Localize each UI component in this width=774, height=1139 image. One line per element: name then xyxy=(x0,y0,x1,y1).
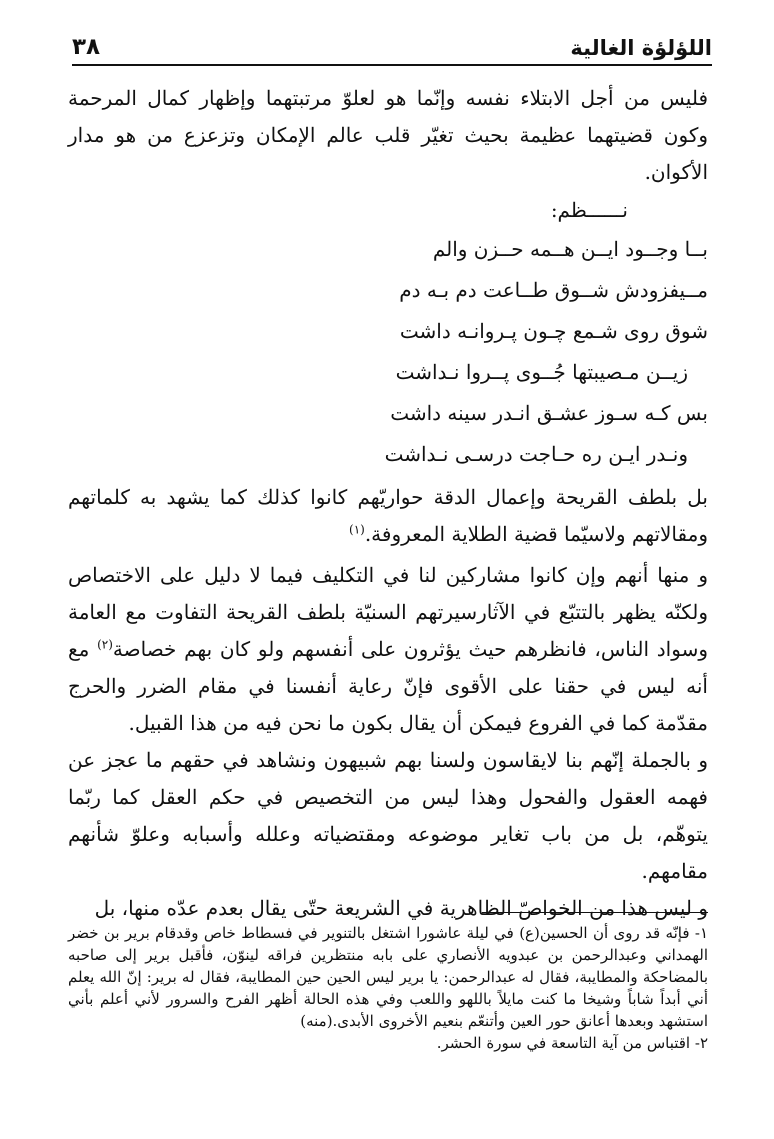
verse-line-1: بــا وجــود ايــن هــمه حــزن والم xyxy=(432,237,708,261)
verse-line-2: مــیفزودش شــوق طــاعت دم بـه دم xyxy=(399,278,708,302)
page-number: ٣٨ xyxy=(72,34,101,60)
footnote-ref-2: (٢) xyxy=(97,637,113,652)
paragraph-3-text-b: مع أنه ليس في حقنا على الأقوى فإنّ رعاية أنفسنا في مقام الضرر والحرج مقدّمة كما في الفروع فيمكن أن يقال بكون ما نحن فيه من هذا القبيل. xyxy=(68,637,708,735)
paragraph-2 xyxy=(68,479,708,553)
main-text xyxy=(68,80,708,927)
footnote-separator xyxy=(482,912,708,913)
paragraph-2-text: بل بلطف القريحة وإعمال الدقة حواريّهم كانوا كذلك كما يشهد به كلماتهم ومقالاتهم ولاسيّما قضية الطلاية المعروفة. xyxy=(68,485,708,546)
footnote-1: ١- فإنّه قد روى أن الحسين(ع) في ليلة عاشورا اشتغل بالتنوير في فسطاط خاص وقدقام برير بن خضر الهمداني وعبدالرحمن بن عبدويه الأنصاري على بابه منتظرين فراقه لينوّن، فأقبل برير إلى صاحبه بالمضاحكة والمطايبة، فقال له عبدالرحمن: يا برير ليس الحين حين المطايبة، فقال له برير: إنّ الله يعلم أني أبداً شاباً وشيخا ما كنت مايلاً باللهو واللعب وفي هذه الحالة أظهر الفرح والسرور لأني أعلم بأني استشهد وبعدها أعانق حور العين وأتنعّم بنعيم الأخروى الأبدى.(منه) xyxy=(68,924,708,1030)
verse-line-3: شوق روی شـمع چـون پـروانـه داشت xyxy=(399,319,708,343)
verse-heading: نــــــظم: xyxy=(550,198,628,222)
paragraph-5: و ليس هذا من الخواصّ الظاهرية في الشريعة حتّى يقال بعدم عدّه منها، بل xyxy=(94,896,708,920)
running-header xyxy=(72,30,712,66)
paragraph-3-text-a: و منها أنهم وإن كانوا مشاركين لنا في التكليف فيما لا دليل على الاختصاص ولكنّه يظهر بالتتبّع في الآثارسيرتهم السنيّة بلطف القريحة التفاوت مع العامة وسواد الناس، فانظرهم حيث يؤثرون على أنفسهم ولو كان بهم خصاصة xyxy=(68,563,708,661)
paragraph-3 xyxy=(68,557,708,742)
paragraph-1: فليس من أجل الابتلاء نفسه وإنّما هو لعلوّ مرتبتهما وإظهار كمال المرحمة وكون قضيتهما عظيمة بحيث تغيّر قلب عالم الإمكان وتزعزع من هو مدار الأكوان. xyxy=(68,86,709,184)
footnote-2: ٢- اقتباس من آية التاسعة في سورة الحشر. xyxy=(436,1034,708,1052)
footnote-ref-1: (١) xyxy=(349,522,365,537)
verse-line-6: ونـدر ایـن ره حـاجت درسـی نـداشت xyxy=(384,442,688,466)
running-title: اللؤلؤة الغالية xyxy=(570,36,712,60)
verse-line-5: بس کـه سـوز عشـق انـدر سینه داشت xyxy=(390,401,708,425)
paragraph-4: و بالجملة إنّهم بنا لايقاسون ولسنا بهم شبيهون ونشاهد في حقهم ما عجز عن فهمه العقول والفحول وهذا ليس من التخصيص في حكم العقل كما ربّما يتوهّم، بل من باب تغاير موضوعه ومقتضياته وعلله وأسبابه وعلوّ شأنهم مقامهم. xyxy=(68,748,708,883)
verse-line-4: زیــن مـصیبتها جُــوی پــروا نـداشت xyxy=(395,360,688,384)
footnotes xyxy=(68,922,708,1054)
